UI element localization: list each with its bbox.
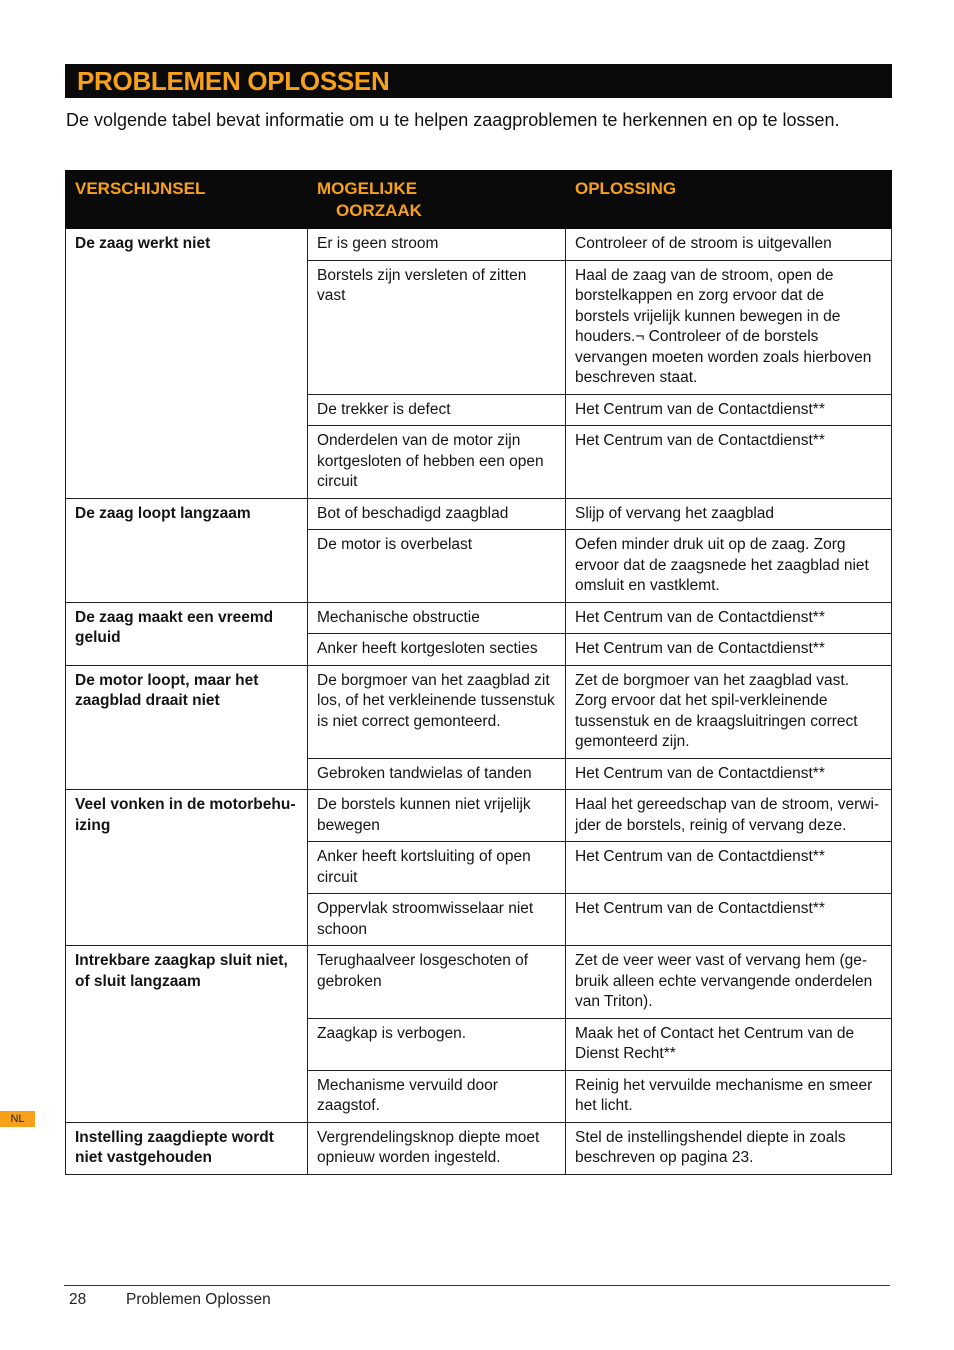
cause-cell: Borstels zijn versleten of zitten vast xyxy=(308,260,566,394)
symptom-cell: De motor loopt, maar het zaagblad draait niet xyxy=(66,665,308,790)
header-symptom: VERSCHIJNSEL xyxy=(66,171,308,229)
table-row xyxy=(66,946,892,1019)
symptom-cell: De zaag loopt langzaam xyxy=(66,498,308,602)
symptom-cell: De zaag werkt niet xyxy=(66,229,308,499)
cause-cell: Mechanische obstructie xyxy=(308,602,566,634)
table-header-row xyxy=(66,171,892,229)
page-number: 28 xyxy=(69,1291,87,1308)
table-row xyxy=(66,602,892,634)
cause-cell: Oppervlak stroomwisselaar niet schoon xyxy=(308,894,566,946)
table-row xyxy=(66,229,892,261)
cause-cell: Gebroken tandwielas of tanden xyxy=(308,758,566,790)
footer-divider xyxy=(64,1285,890,1286)
symptom-cell: De zaag maakt een vreemd geluid xyxy=(66,602,308,665)
cause-cell: De motor is overbelast xyxy=(308,530,566,603)
solution-cell: Het Centrum van de Contactdienst** xyxy=(566,394,892,426)
symptom-cell: Intrekbare zaagkap sluit niet, of sluit langzaam xyxy=(66,946,308,1123)
table-row xyxy=(66,1122,892,1174)
intro-text: De volgende tabel bevat informatie om u te helpen zaagproblemen te herkennen en op te lossen. xyxy=(66,110,840,130)
header-solution: OPLOSSING xyxy=(566,171,892,229)
solution-cell: Oefen minder druk uit op de zaag. Zorg ervoor dat de zaagsnede het zaagblad niet omsluit en vastklemt. xyxy=(566,530,892,603)
solution-cell: Maak het of Contact het Centrum van de Dienst Recht** xyxy=(566,1018,892,1070)
table-row xyxy=(66,498,892,530)
cause-cell: Anker heeft kortgesloten secties xyxy=(308,634,566,666)
solution-cell: Het Centrum van de Contactdienst** xyxy=(566,426,892,499)
header-cause xyxy=(308,171,566,229)
language-tab: NL xyxy=(0,1111,35,1127)
cause-cell: Anker heeft kortsluiting of open circuit xyxy=(308,842,566,894)
header-cause-line2: OORZAAK xyxy=(336,201,422,220)
troubleshooting-table xyxy=(65,170,892,1175)
table-row xyxy=(66,790,892,842)
solution-cell: Zet de borgmoer van het zaagblad vast. Zorg ervoor dat het spil-verkleinende tussenstuk en de kraagsluitringen correct gemonteerd zijn. xyxy=(566,665,892,758)
cause-cell: Onderdelen van de motor zijn kortgesloten of hebben een open circuit xyxy=(308,426,566,499)
solution-cell: Haal de zaag van de stroom, open de borstelkappen en zorg ervoor dat de borstels vrijelijk kunnen bewegen in de houders.¬ Controleer of de borstels vervangen moeten worden zoals hierboven beschreven staat. xyxy=(566,260,892,394)
symptom-cell: Instelling zaagdiepte wordt niet vastgehouden xyxy=(66,1122,308,1174)
footer-section-title: Problemen Oplossen xyxy=(126,1291,271,1308)
cause-cell: De trekker is defect xyxy=(308,394,566,426)
solution-cell: Stel de instellingshendel diepte in zoals beschreven op pagina 23. xyxy=(566,1122,892,1174)
cause-cell: De borstels kunnen niet vrijelijk bewegen xyxy=(308,790,566,842)
header-cause-line1: MOGELIJKE xyxy=(317,179,418,198)
solution-cell: Het Centrum van de Contactdienst** xyxy=(566,758,892,790)
cause-cell: Bot of beschadigd zaagblad xyxy=(308,498,566,530)
solution-cell: Zet de veer weer vast of vervang hem (ge-bruik alleen echte vervangende onderdelen van Triton). xyxy=(566,946,892,1019)
table-row xyxy=(66,665,892,758)
solution-cell: Controleer of de stroom is uitgevallen xyxy=(566,229,892,261)
solution-cell: Slijp of vervang het zaagblad xyxy=(566,498,892,530)
symptom-cell: Veel vonken in de motorbehu-izing xyxy=(66,790,308,946)
cause-cell: Terughaalveer losgeschoten of gebroken xyxy=(308,946,566,1019)
solution-cell: Het Centrum van de Contactdienst** xyxy=(566,842,892,894)
solution-cell: Haal het gereedschap van de stroom, verwi-jder de borstels, reinig of vervang deze. xyxy=(566,790,892,842)
cause-cell: Vergrendelingsknop diepte moet opnieuw worden ingesteld. xyxy=(308,1122,566,1174)
cause-cell: Mechanisme vervuild door zaagstof. xyxy=(308,1070,566,1122)
solution-cell: Het Centrum van de Contactdienst** xyxy=(566,634,892,666)
cause-cell: Er is geen stroom xyxy=(308,229,566,261)
cause-cell: Zaagkap is verbogen. xyxy=(308,1018,566,1070)
table-body xyxy=(66,229,892,1175)
page-title: PROBLEMEN OPLOSSEN xyxy=(65,64,892,98)
solution-cell: Het Centrum van de Contactdienst** xyxy=(566,894,892,946)
solution-cell: Reinig het vervuilde mechanisme en smeer het licht. xyxy=(566,1070,892,1122)
solution-cell: Het Centrum van de Contactdienst** xyxy=(566,602,892,634)
cause-cell: De borgmoer van het zaagblad zit los, of het verkleinende tussenstuk is niet correct gemonteerd. xyxy=(308,665,566,758)
